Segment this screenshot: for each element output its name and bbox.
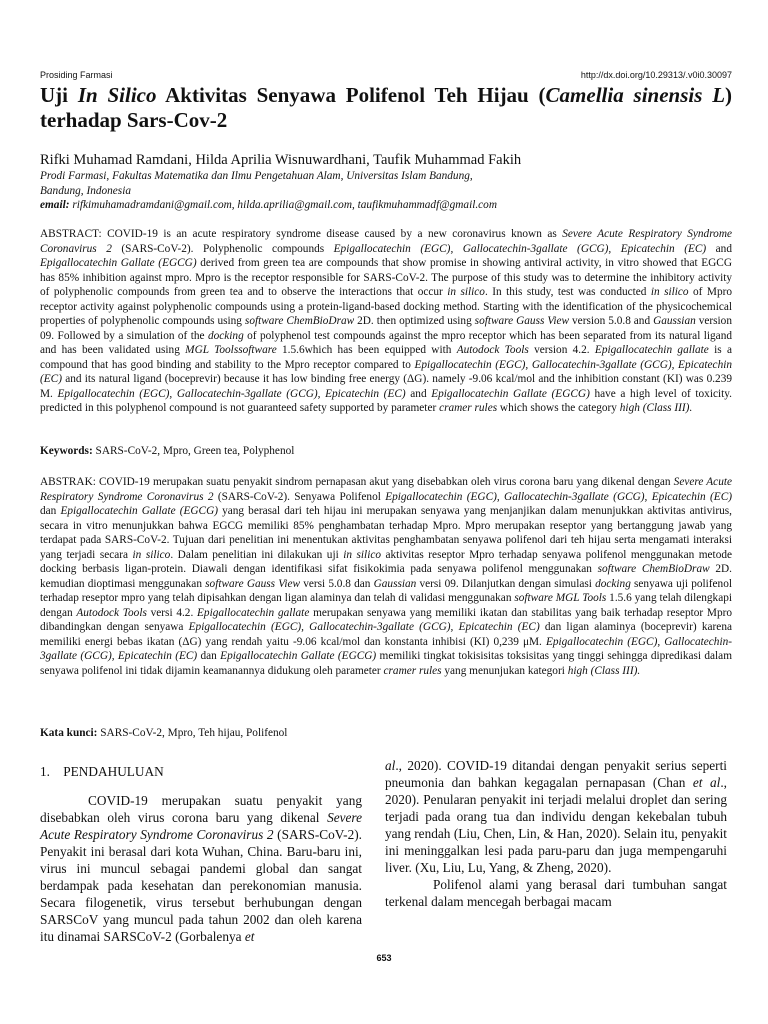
email-addresses[interactable]: rifkimuhamadramdani@gmail.com, hilda.aprilia@gmail.com, taufikmuhammadf@gmail.com	[72, 199, 497, 211]
abstract-english: ABSTRACT: COVID-19 is an acute respiratory syndrome disease caused by a new coronavirus known as Severe Acute Respiratory Syndrome Coronavirus 2 (SARS-CoV-2). Polyphenolic compounds Epigallocatechin (EGC), Gallocatechin-3gallate (GCG), Epicatechin (EC) and Epigallocatechin Gallate (EGCG) derived from green tea are compounds that show promise in showing antiviral activity, in vitro showed that EGCG has 85% inhibition against mpro. Mpro is the receptor responsible for SARS-CoV-2. The purpose of this study was to determine the inhibitory activity of polyphenolic compounds from green tea and to observe the interactions that occur in silico. In this study, test was conducted in silico of Mpro receptor activity against polyphenolic compounds using a protein-ligand-based docking method. Starting with the identification of the physicochemical properties of polyphenolic compounds using software ChemBioDraw 2D. then optimized using software Gauss View version 5.0.8 and Gaussian version 09. Followed by a simulation of the docking of polyphenol test compounds against the mpro receptor which has been separated from its natural ligand and has been validated using MGL Toolssoftware 1.5.6which has been equipped with Autodock Tools version 4.2. Epigallocatechin gallate is a compound that has good binding and stability to the Mpro receptor compared to Epigallocatechin (EGC), Gallocatechin-3gallate (GCG), Epicatechin (EC) and its natural ligand (boceprevir) because it has low binding free energy (ΔG). namely -9.06 kcal/mol and the inhibition constant (KI) was 0.239 M. Epigallocatechin (EGC), Gallocatechin-3gallate (GCG), Epicatechin (EC) and Epigallocatechin Gallate (EGCG) have a high level of toxicity. predicted in this polyphenol compound is not guaranteed safety supported by parameter cramer rules which shows the category high (Class III).	[40, 228, 732, 414]
doi-link[interactable]: http://dx.doi.org/10.29313/.v0i0.30097	[580, 70, 732, 80]
email-line: email: rifkimuhamadramdani@gmail.com, hilda.aprilia@gmail.com, taufikmuhammadf@gmail.com	[40, 199, 497, 211]
paper-title: Uji In Silico Aktivitas Senyawa Polifenol Teh Hijau (Camellia sinensis L) terhadap Sars-Cov-2	[40, 83, 733, 132]
intro-left-column	[40, 763, 362, 945]
keywords-english: Keywords: SARS-CoV-2, Mpro, Green tea, Polyphenol	[40, 445, 295, 457]
abstract-indonesian: ABSTRAK: COVID-19 merupakan suatu penyakit sindrom pernapasan akut yang disebabkan oleh virus corona baru yang dikenal dengan Severe Acute Respiratory Syndrome Coronavirus 2 (SARS-CoV-2). Senyawa Polifenol Epigallocatechin (EGC), Gallocatechin-3gallate (GCG), Epicatechin (EC) dan Epigallocatechin Gallate (EGCG) yang berasal dari teh hijau ini merupakan senyawa yang menjanjikan dalam menunjukkan aktivitas antivirus, secara in vitro menunjukkan bahwa EGCG memiliki 85% penghambatan terhadap Mpro. Mpro merupakan reseptor yang bertanggung jawab yang terdapat pada SARS-CoV-2. Tujuan dari penelitian ini menentukan aktivitas penghambatan senyawa polifenol dari teh hijau serta mengamati interaksi yang terjadi secara in silico. Dalam penelitian ini dilakukan uji in silico aktivitas reseptor Mpro terhadap senyawa polifenol menggunakan metode docking berbasis ligan-protein. Diawali dengan identifikasi sifat fisikokimia pada senyawa polifenol menggunakan software ChemBioDraw 2D. kemudian dioptimasi menggunakan software Gauss View versi 5.0.8 dan Gaussian versi 09. Dilanjutkan dengan simulasi docking senyawa uji polifenol terhadap reseptor mpro yang telah dipisahkan dengan ligan alaminya dan telah di validasi menggunakan software MGL Tools 1.5.6 yang telah dilengkapi dengan Autodock Tools versi 4.2. Epigallocatechin gallate merupakan senyawa yang memiliki ikatan dan stabilitas yang baik terhadap reseptor Mpro dibandingkan dengan senyawa Epigallocatechin (EGC), Gallocatechin-3gallate (GCG), Epicatechin (EC) dan ligan alaminya (boceprevir) karena memiliki energi bebas ikatan (ΔG) yang rendah yaitu -9.06 kcal/mol dan konstanta inhibisi (KI) 0,239 μM. Epigallocatechin (EGC), Gallocatechin-3gallate (GCG), Epicatechin (EC) dan Epigallocatechin Gallate (EGCG) memiliki tingkat tokisisitas toksisitas yang tinggi sehingga dipredikasi dalam senyawa polifenol ini tidak dijamin keamanannya didukung oleh parameter cramer rules yang menunjukan kategori high (Class III).	[40, 476, 733, 677]
page-number: 653	[376, 953, 392, 963]
keywords-indonesian: Kata kunci: SARS-CoV-2, Mpro, Teh hijau, Polifenol	[40, 727, 288, 739]
intro-right-column	[385, 757, 727, 910]
author-list: Rifki Muhamad Ramdani, Hilda Aprilia Wisnuwardhani, Taufik Muhammad Fakih	[40, 152, 522, 168]
intro-paragraph-2: Polifenol alami yang berasal dari tumbuhan sangat terkenal dalam mencegah berbagai macam	[385, 877, 727, 909]
running-header	[40, 70, 732, 80]
section-heading: 1. PENDAHULUAN	[40, 764, 164, 779]
intro-paragraph-1: COVID-19 merupakan suatu penyakit yang disebabkan oleh virus corona baru yang dikenal Severe Acute Respiratory Syndrome Coronavirus 2 (SARS-CoV-2). Penyakit ini berasal dari kota Wuhan, China. Baru-baru ini, virus ini muncul sebagai pandemi global dan sangat berdampak pada kesehatan dan perekonomian manusia. Secara filogenetik, virus tersebut berhubungan dengan SARSCoV yang muncul pada tahun 2002 dan oleh karena itu dinamai SARSCoV-2 (Gorbalenya et	[40, 793, 362, 944]
affiliation: Prodi Farmasi, Fakultas Matematika dan Ilmu Pengetahuan Alam, Universitas Islam Bandung, Bandung, Indonesia	[40, 170, 473, 197]
intro-paragraph-1-cont: al., 2020). COVID-19 ditandai dengan penyakit serius seperti pneumonia dan bahkan kegagalan pernapasan (Chan et al., 2020). Penularan penyakit ini terjadi melalui droplet dan sering terjadi pada orang tua dan individu dengan kekebalan tubuh yang rendah (Liu, Chen, Lin, & Han, 2020). Selain itu, penyakit ini meninggalkan lesi pada paru-paru dan juga mempengaruhi liver. (Xu, Liu, Lu, Yang, & Zheng, 2020).	[385, 758, 727, 875]
journal-name: Prosiding Farmasi	[40, 70, 113, 80]
